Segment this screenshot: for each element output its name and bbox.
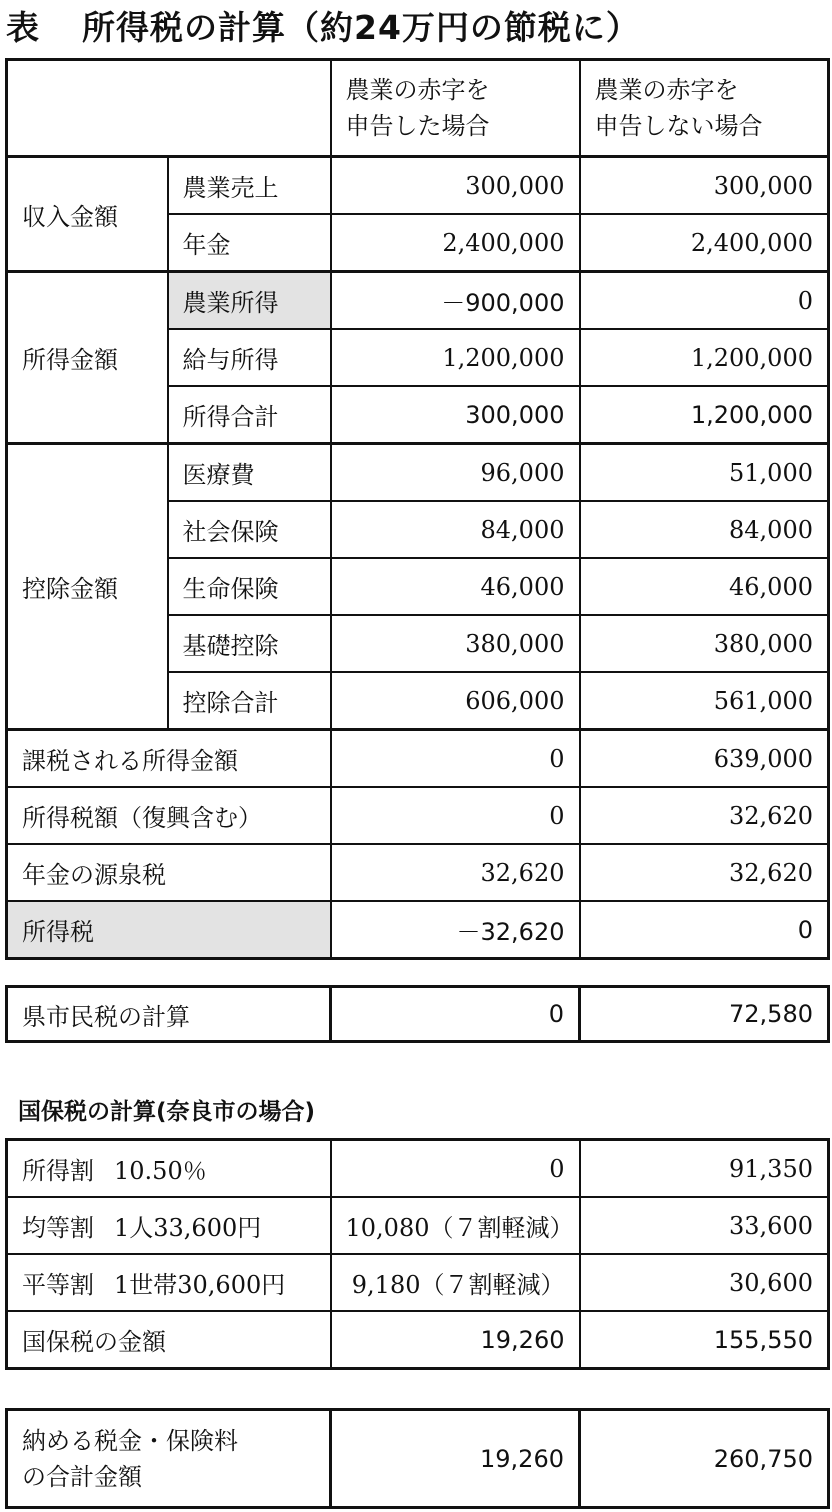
value-reported: －32,620 <box>331 901 580 959</box>
table-row <box>7 901 829 959</box>
row-label: 所得合計 <box>168 386 331 444</box>
value-not-reported: 300,000 <box>580 157 829 215</box>
value-reported: 84,000 <box>331 501 580 558</box>
value-reported: 19,260 <box>331 1311 580 1369</box>
nhi-title: 国保税の計算(奈良市の場合) <box>18 1099 316 1125</box>
row-label: 均等割 1人33,600円 <box>7 1197 331 1254</box>
value-reported: 0 <box>331 1140 580 1198</box>
income-tax-table <box>5 58 830 960</box>
table-row <box>7 157 829 215</box>
table-row <box>7 1140 829 1198</box>
value-reported: 10,080（７割軽減） <box>331 1197 580 1254</box>
value-reported: 9,180（７割軽減） <box>331 1254 580 1311</box>
value-reported: 19,260 <box>331 1410 580 1508</box>
value-not-reported: 30,600 <box>580 1254 829 1311</box>
value-not-reported: 0 <box>580 901 829 959</box>
row-label: 所得税額（復興含む） <box>7 787 331 844</box>
value-not-reported: 1,200,000 <box>580 386 829 444</box>
page-title: 表 所得税の計算（約24万円の節税に） <box>6 8 640 47</box>
prefectural-tax-table <box>5 985 830 1043</box>
value-not-reported: 32,620 <box>580 844 829 901</box>
value-reported: 96,000 <box>331 444 580 502</box>
value-reported: －900,000 <box>331 272 580 330</box>
value-not-reported: 46,000 <box>580 558 829 615</box>
value-reported: 1,200,000 <box>331 329 580 386</box>
table-row <box>7 1311 829 1369</box>
value-not-reported: 639,000 <box>580 730 829 788</box>
value-not-reported: 0 <box>580 272 829 330</box>
row-label: 所得割 10.50％ <box>7 1140 331 1198</box>
value-not-reported: 260,750 <box>580 1410 829 1508</box>
value-reported: 380,000 <box>331 615 580 672</box>
group-label-earnings: 所得金額 <box>7 272 168 444</box>
value-reported: 0 <box>331 730 580 788</box>
row-label: 国保税の金額 <box>7 1311 331 1369</box>
value-not-reported: 84,000 <box>580 501 829 558</box>
value-not-reported: 380,000 <box>580 615 829 672</box>
total-table <box>5 1408 830 1509</box>
row-label: 基礎控除 <box>168 615 331 672</box>
value-reported: 46,000 <box>331 558 580 615</box>
table-row <box>7 1197 829 1254</box>
value-not-reported: 1,200,000 <box>580 329 829 386</box>
row-label: 納める税金・保険料 の合計金額 <box>7 1410 331 1508</box>
row-label: 控除合計 <box>168 672 331 730</box>
table-row <box>7 272 829 330</box>
row-label-highlighted: 農業所得 <box>168 272 331 330</box>
group-label-deductions: 控除金額 <box>7 444 168 730</box>
table-row <box>7 844 829 901</box>
value-not-reported: 33,600 <box>580 1197 829 1254</box>
row-label-highlighted: 所得税 <box>7 901 331 959</box>
value-not-reported: 561,000 <box>580 672 829 730</box>
value-not-reported: 72,580 <box>580 987 829 1042</box>
row-label: 年金 <box>168 214 331 272</box>
table-row <box>7 1410 829 1508</box>
value-reported: 0 <box>331 987 580 1042</box>
row-label: 農業売上 <box>168 157 331 215</box>
value-reported: 606,000 <box>331 672 580 730</box>
header-not-reported: 農業の赤字を 申告しない場合 <box>580 60 829 157</box>
table-row <box>7 444 829 502</box>
value-not-reported: 91,350 <box>580 1140 829 1198</box>
value-reported: 32,620 <box>331 844 580 901</box>
table-row <box>7 1254 829 1311</box>
value-not-reported: 51,000 <box>580 444 829 502</box>
header-corner <box>7 60 331 157</box>
value-not-reported: 155,550 <box>580 1311 829 1369</box>
row-label: 課税される所得金額 <box>7 730 331 788</box>
nhi-tax-table <box>5 1138 830 1370</box>
row-label: 平等割 1世帯30,600円 <box>7 1254 331 1311</box>
header-reported: 農業の赤字を 申告した場合 <box>331 60 580 157</box>
value-reported: 300,000 <box>331 386 580 444</box>
value-not-reported: 2,400,000 <box>580 214 829 272</box>
value-reported: 0 <box>331 787 580 844</box>
value-reported: 2,400,000 <box>331 214 580 272</box>
row-label: 医療費 <box>168 444 331 502</box>
table-row <box>7 730 829 788</box>
row-label: 社会保険 <box>168 501 331 558</box>
row-label: 給与所得 <box>168 329 331 386</box>
value-not-reported: 32,620 <box>580 787 829 844</box>
table-row <box>7 987 829 1042</box>
row-label: 生命保険 <box>168 558 331 615</box>
row-label: 県市民税の計算 <box>7 987 331 1042</box>
group-label-income: 収入金額 <box>7 157 168 272</box>
header-row <box>7 60 829 157</box>
row-label: 年金の源泉税 <box>7 844 331 901</box>
table-row <box>7 787 829 844</box>
value-reported: 300,000 <box>331 157 580 215</box>
